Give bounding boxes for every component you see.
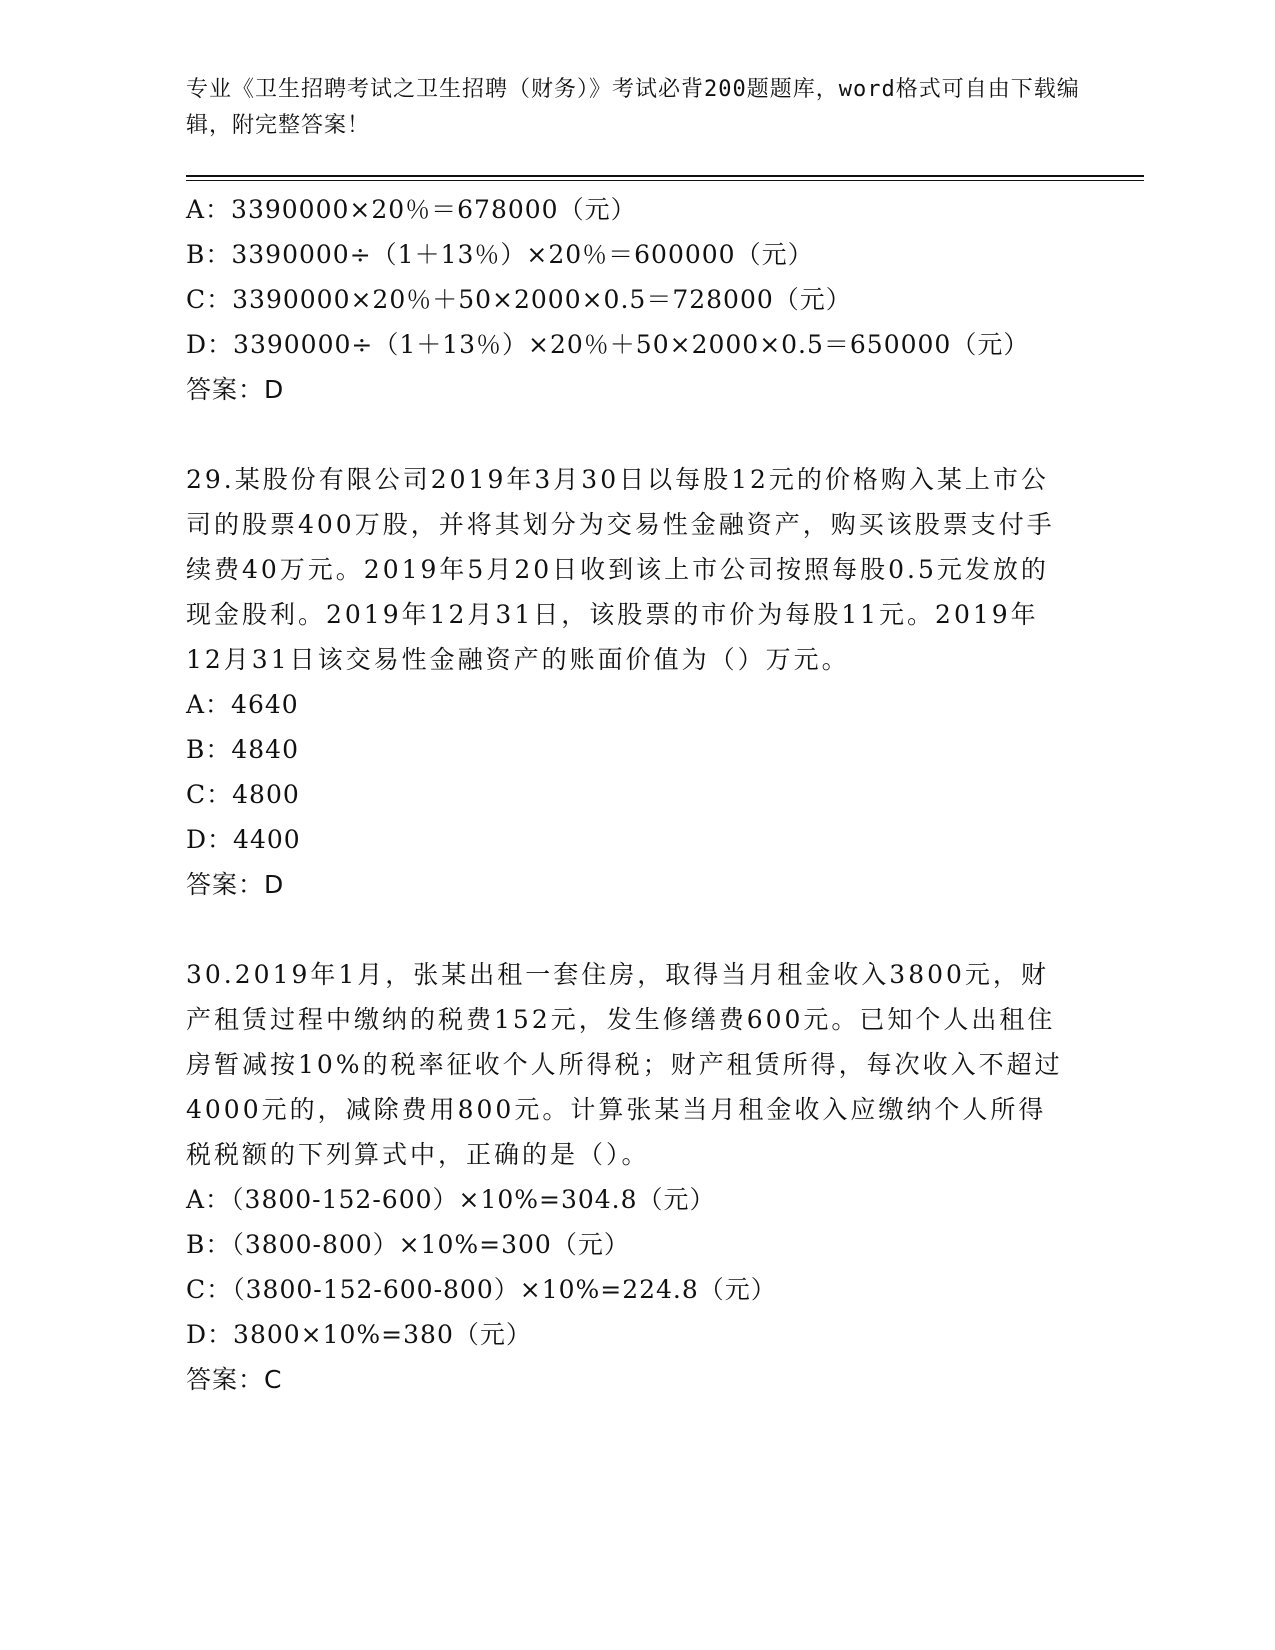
option-d: D：4400 — [186, 825, 301, 854]
document-header: 专业《卫生招聘考试之卫生招聘（财务）》考试必背200题题库，word格式可自由下载编辑，附完整答案！ — [186, 77, 1080, 138]
option-d: D：3390000÷（1＋13％）×20％＋50×2000×0.5＝650000（元） — [186, 330, 1030, 359]
option-b: B：3390000÷（1＋13％）×20％＝600000（元） — [186, 240, 814, 269]
answer: 答案：D — [186, 375, 285, 404]
option-a: A：4640 — [186, 690, 299, 719]
option-a: A：3390000×20％＝678000（元） — [186, 195, 637, 224]
question-28-block — [186, 187, 1076, 412]
question-29-block — [186, 457, 1076, 907]
header-divider — [186, 175, 1144, 177]
answer: 答案：D — [186, 870, 285, 899]
option-c: C：4800 — [186, 780, 300, 809]
option-c: C：（3800-152-600-800）×10%=224.8（元） — [186, 1275, 777, 1304]
question-stem: 30.2019年1月，张某出租一套住房，取得当月租金收入3800元，财产租赁过程中缴纳的税费152元，发生修缮费600元。已知个人出租住房暂减按10%的税率征收个人所得税；财产租赁所得，每次收入不超过4000元的，减除费用800元。计算张某当月租金收入应缴纳个人所得税税额的下列算式中，正确的是（）。 — [186, 960, 1063, 1169]
option-b: B：（3800-800）×10%=300（元） — [186, 1230, 630, 1259]
question-stem: 29.某股份有限公司2019年3月30日以每股12元的价格购入某上市公司的股票400万股，并将其划分为交易性金融资产，购买该股票支付手续费40万元。2019年5月20日收到该上市公司按照每股0.5元发放的现金股利。2019年12月31日，该股票的市价为每股11元。2019年12月31日该交易性金融资产的账面价值为（）万元。 — [186, 465, 1055, 674]
option-b: B：4840 — [186, 735, 299, 764]
header-divider-thin — [186, 180, 1144, 181]
document-body — [186, 187, 1076, 1402]
answer: 答案：C — [186, 1365, 283, 1394]
question-30-block — [186, 952, 1076, 1402]
option-c: C：3390000×20％＋50×2000×0.5＝728000（元） — [186, 285, 852, 314]
option-a: A：（3800-152-600）×10%=304.8（元） — [186, 1185, 716, 1214]
option-d: D：3800×10%=380（元） — [186, 1320, 532, 1349]
